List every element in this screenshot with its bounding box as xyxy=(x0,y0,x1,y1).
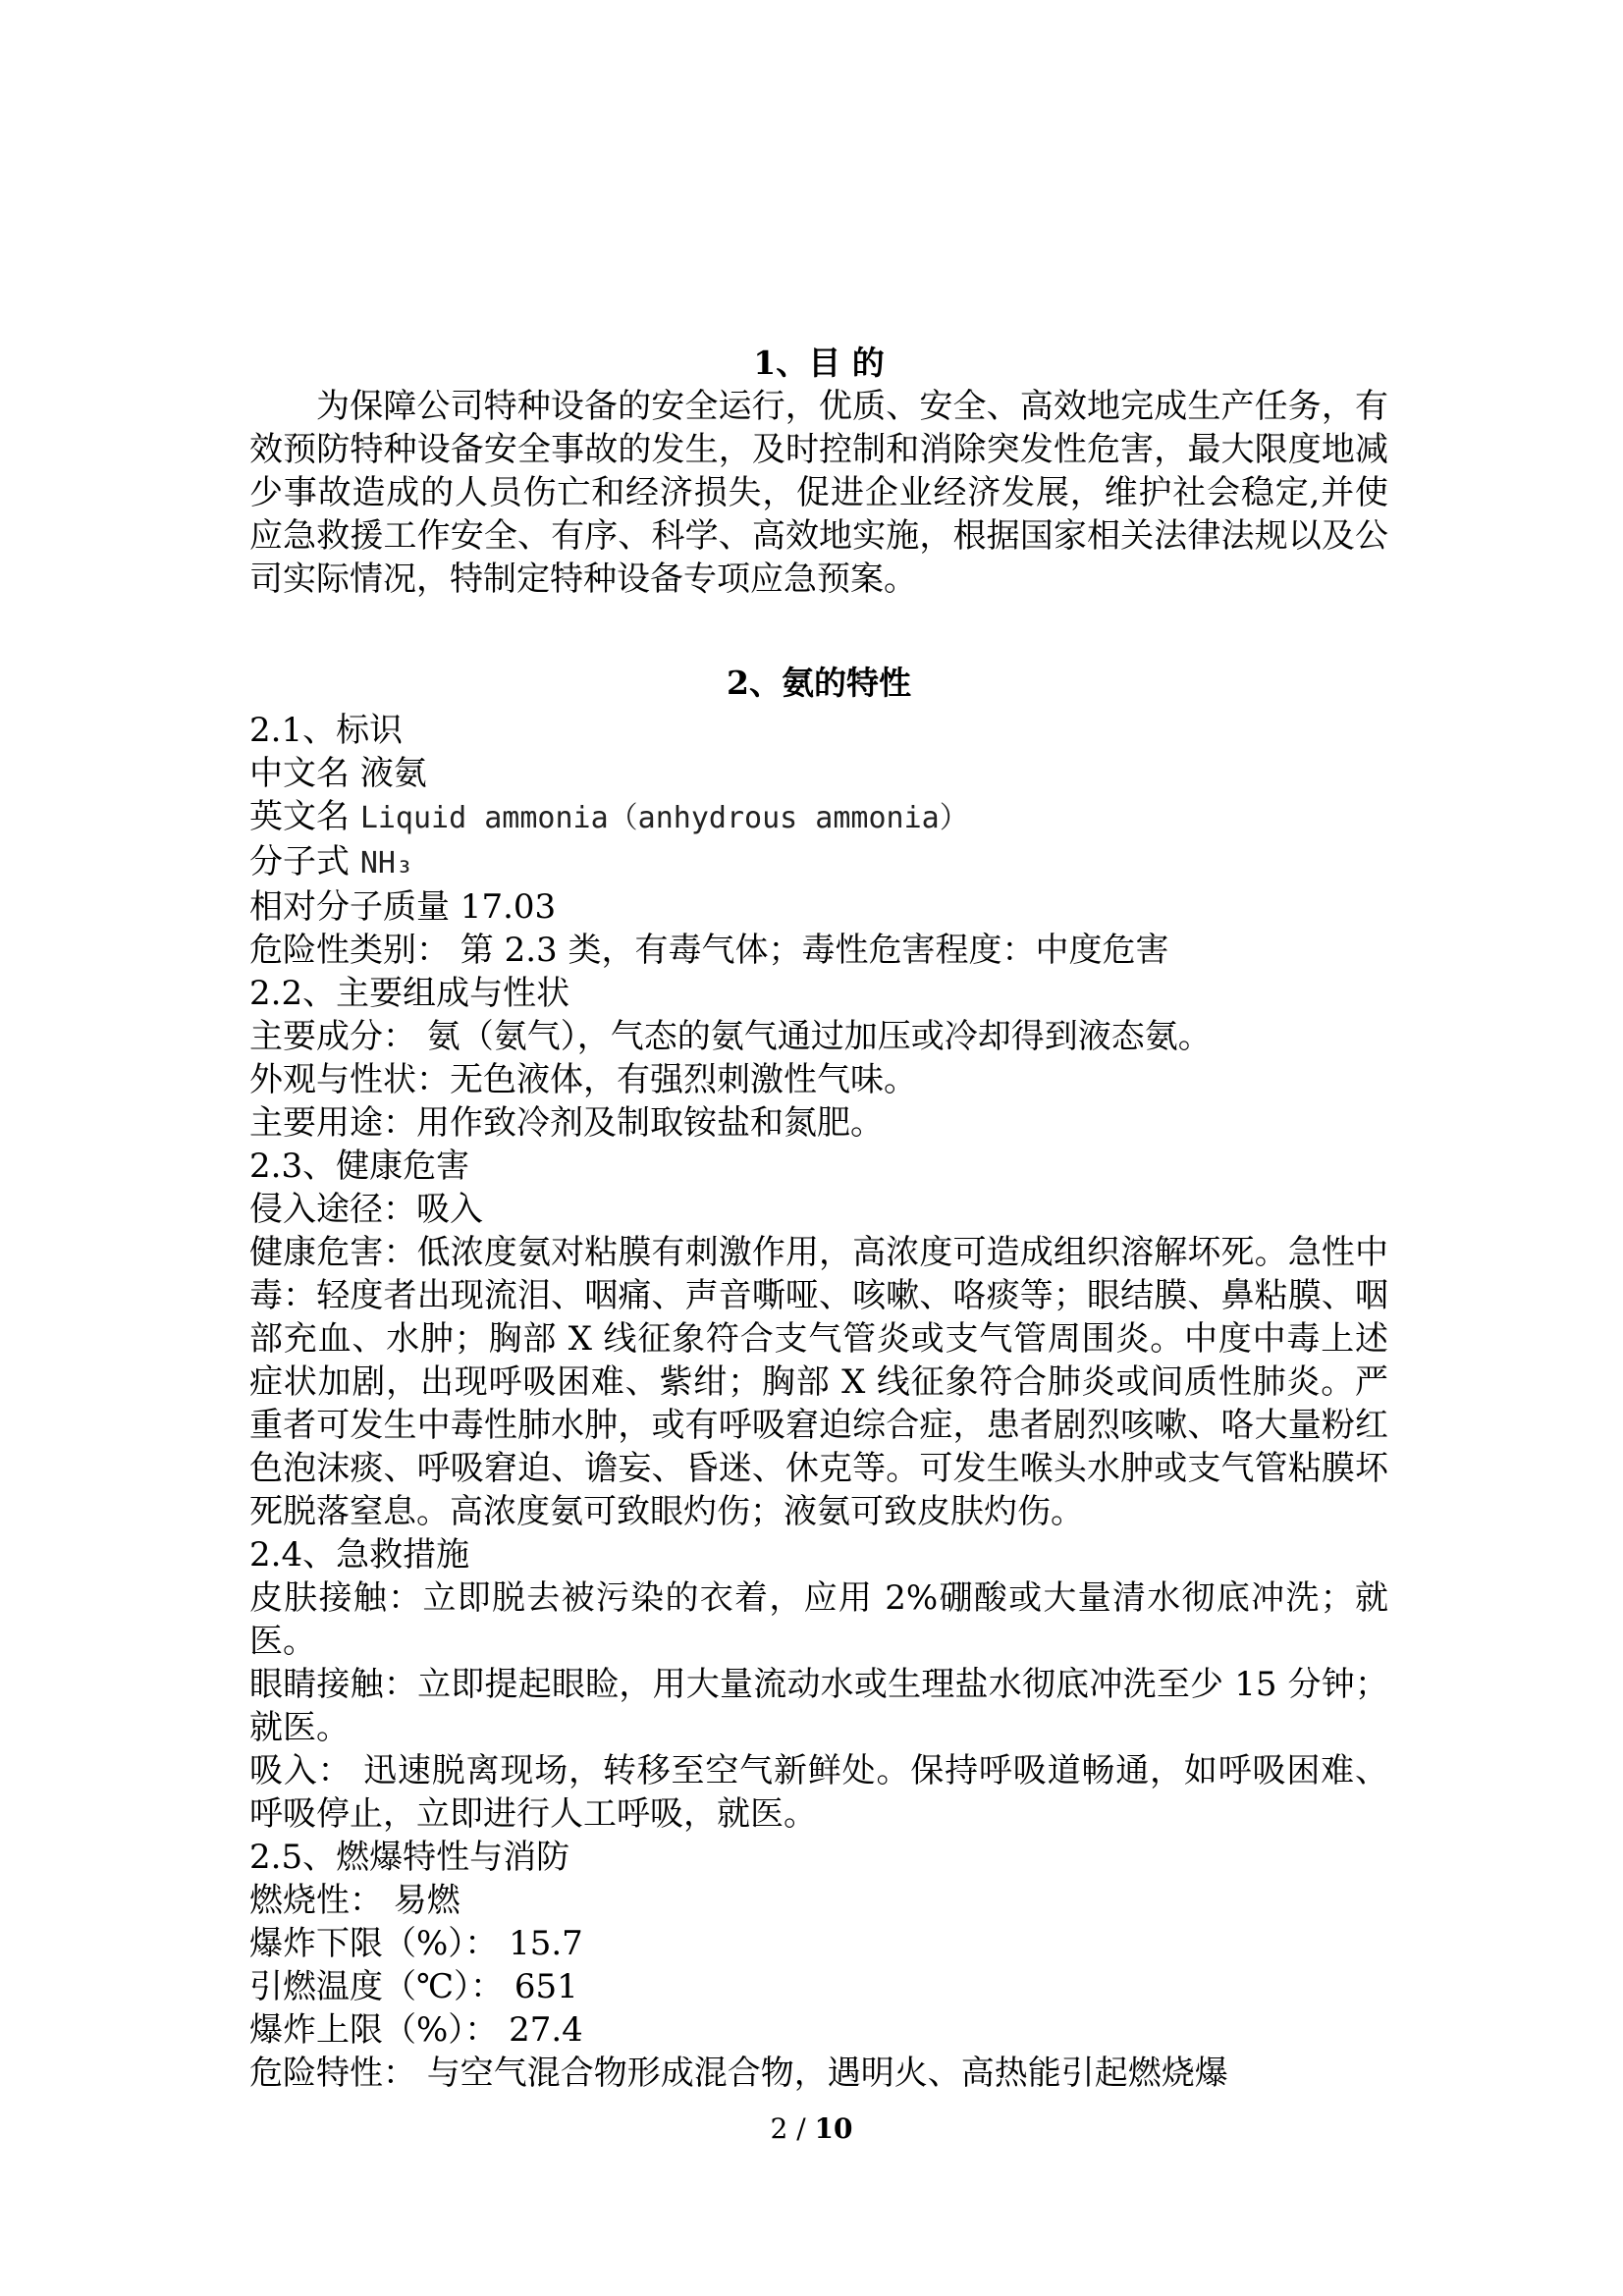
health-hazard-paragraph: 健康危害：低浓度氨对粘膜有刺激作用，高浓度可造成组织溶解坏死。急性中毒：轻度者出现流泪、咽痛、声音嘶哑、咳嗽、咯痰等；眼结膜、鼻粘膜、咽部充血、水肿；胸部 X 线征象符合支气管炎或支气管周围炎。中度中毒上述症状加剧，出现呼吸困难、紫绀；胸部 X 线征象符合肺炎或间质性肺炎。严重者可发生中毒性肺水肿，或有呼吸窘迫综合症，患者剧烈咳嗽、咯大量粉红色泡沫痰、呼吸窘迫、谵妄、昏迷、休克等。可发生喉头水肿或支气管粘膜坏死脱落窒息。高浓度氨可致眼灼伤；液氨可致皮肤灼伤。 xyxy=(249,1233,1388,1531)
lower-explosion-limit-line: 爆炸下限（%）： 15.7 xyxy=(249,1924,583,1963)
skin-contact-paragraph: 皮肤接触：立即脱去被污染的衣着，应用 2%硼酸或大量清水彻底冲洗；就医。 xyxy=(249,1578,1388,1661)
subsection-2-5-title: 2.5、燃爆特性与消防 xyxy=(249,1838,570,1877)
danger-characteristics-line: 危险特性： 与空气混合物形成混合物，遇明火、高热能引起燃烧爆 xyxy=(249,2054,1228,2093)
subsection-2-4-title: 2.4、急救措施 xyxy=(249,1535,470,1575)
appearance-line: 外观与性状：无色液体，有强烈刺激性气味。 xyxy=(249,1060,917,1099)
section-1-paragraph: 为保障公司特种设备的安全运行，优质、安全、高效地完成生产任务，有效预防特种设备安全事故的发生，及时控制和消除突发性危害，最大限度地减少事故造成的人员伤亡和经济损失，促进企业经济发展，维护社会稳定,并使应急救援工作安全、有序、科学、高效地实施，根据国家相关法律法规以及公司实际情况，特制定特种设备专项应急预案。 xyxy=(249,387,1388,599)
composition-line: 主要成分： 氨（氨气），气态的氨气通过加压或冷却得到液态氨。 xyxy=(249,1017,1212,1056)
english-name-line xyxy=(249,795,1388,840)
upper-explosion-limit-line: 爆炸上限（%）： 27.4 xyxy=(249,2010,583,2050)
inhalation-paragraph: 吸入： 迅速脱离现场，转移至空气新鲜处。保持呼吸道畅通，如呼吸困难、呼吸停止，立即进行人工呼吸，就医。 xyxy=(249,1751,1388,1834)
formula-label: 分子式 xyxy=(249,842,360,881)
eye-contact-paragraph: 眼睛接触：立即提起眼睑，用大量流动水或生理盐水彻底冲洗至少 15 分钟；就医。 xyxy=(249,1665,1388,1747)
section-1-heading: 1、目 的 xyxy=(753,344,885,382)
subsection-2-3-title: 2.3、健康危害 xyxy=(249,1147,470,1186)
english-name-value: Liquid ammonia（anhydrous ammonia） xyxy=(359,801,969,835)
page-number xyxy=(0,2112,1623,2146)
chinese-name-line: 中文名 液氨 xyxy=(249,754,427,793)
page-total: 10 xyxy=(814,2112,853,2145)
page-separator: / xyxy=(787,2112,815,2145)
hazard-class-line: 危险性类别： 第 2.3 类，有毒气体；毒性危害程度：中度危害 xyxy=(249,931,1169,970)
ignition-temperature-line: 引燃温度（℃）： 651 xyxy=(249,1967,578,2006)
section-2-heading: 2、氨的特性 xyxy=(727,664,911,702)
formula-line xyxy=(249,840,1388,885)
subsection-2-2-title: 2.2、主要组成与性状 xyxy=(249,974,570,1013)
molecular-mass-line: 相对分子质量 17.03 xyxy=(249,887,557,927)
page-current: 2 xyxy=(770,2112,788,2145)
usage-line: 主要用途：用作致冷剂及制取铵盐和氮肥。 xyxy=(249,1103,884,1143)
formula-value: NH₃ xyxy=(359,846,413,881)
exposure-route-line: 侵入途径：吸入 xyxy=(249,1190,483,1229)
flammability-line: 燃烧性： 易燃 xyxy=(249,1881,460,1920)
english-name-label: 英文名 xyxy=(249,797,360,836)
page-content xyxy=(249,342,1388,2095)
subsection-2-1-title: 2.1、标识 xyxy=(249,711,404,750)
